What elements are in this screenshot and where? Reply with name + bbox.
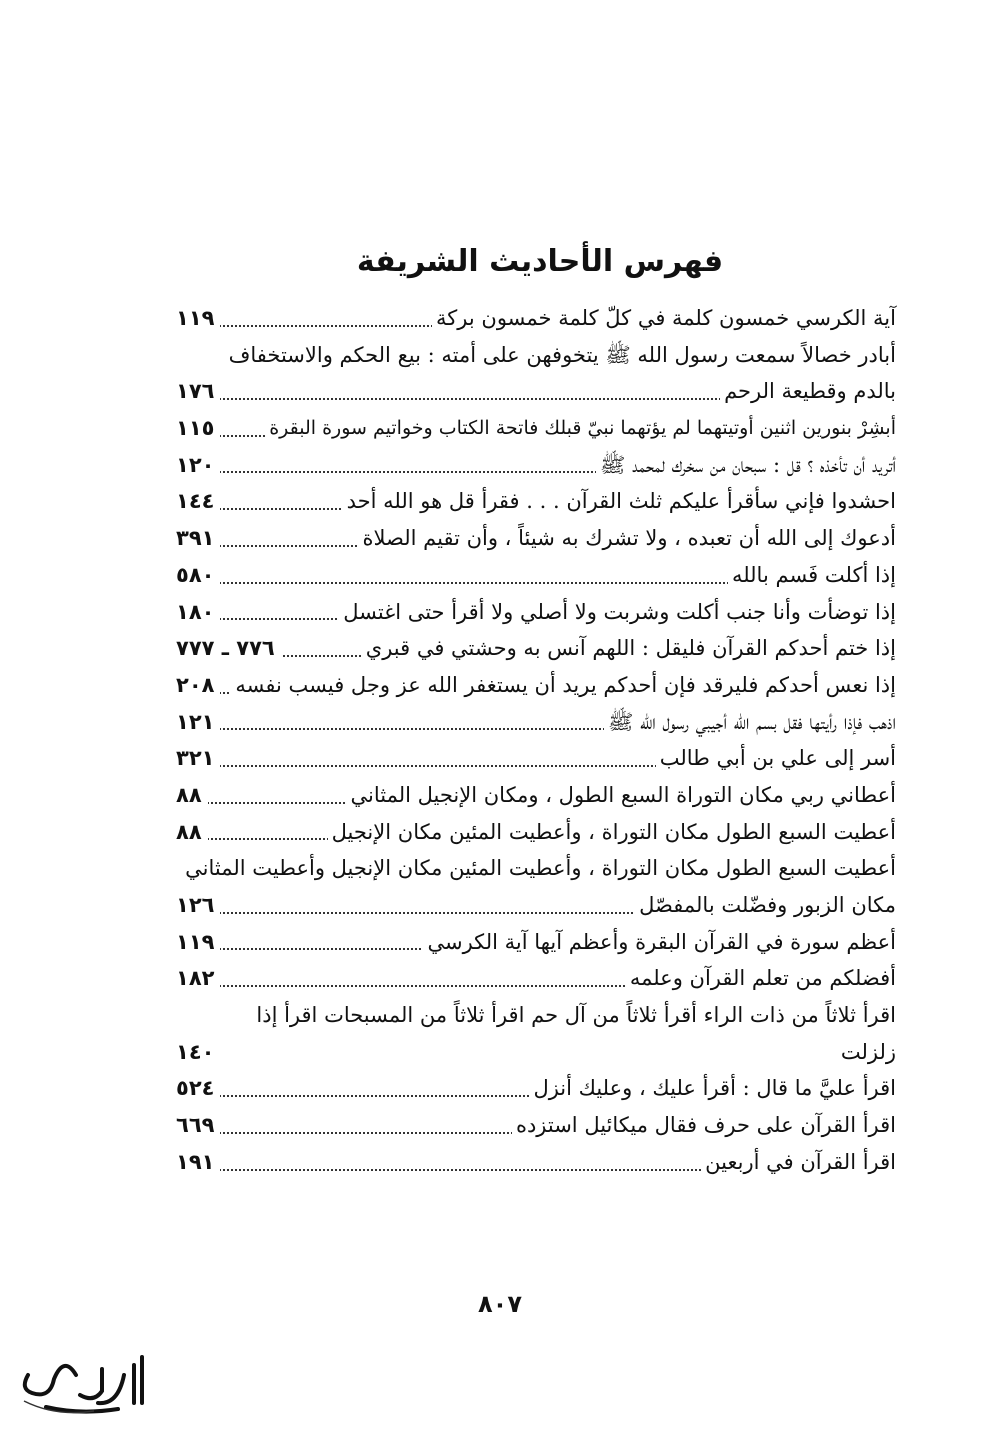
index-entry	[176, 594, 896, 631]
entry-page-number: ٦٦٩	[176, 1107, 220, 1144]
entry-text: أعظم سورة في القرآن البقرة وأعظم آيها آية الكرسي	[423, 924, 896, 961]
entry-text: اقرأ عليَّ ما قال : أقرأ عليك ، وعليك أنزل	[529, 1070, 896, 1107]
entry-page-number: ١٢٦	[176, 887, 220, 924]
entry-text: إذا توضأت وأنا جنب أكلت وشربت ولا أصلي ولا أقرأ حتى اغتسل	[339, 594, 896, 631]
entry-page-number: ١٢١	[176, 704, 220, 741]
entry-text: اقرأ القرآن على حرف فقال ميكائيل استزده	[512, 1107, 896, 1144]
entry-page-number: ١٤٤	[176, 483, 220, 520]
page-number: ٨٠٧	[478, 1290, 522, 1318]
entry-text: أسر إلى علي بن أبي طالب	[656, 740, 896, 777]
entry-page-number: ٣٢١	[176, 740, 220, 777]
index-entry	[176, 373, 896, 410]
index-entry	[176, 520, 896, 557]
entry-page-number: ٢٠٨	[176, 667, 220, 704]
entry-text: مكان الزبور وفضّلت بالمفصّل	[635, 887, 896, 924]
index-entry	[176, 410, 896, 447]
entry-text: أتريد أن تأخذه ؟ قل : سبحان من سخرك لمحمد ﷺ	[596, 447, 896, 484]
entry-text: إذا ختم أحدكم القرآن فليقل : اللهم آنس به وحشتي في قبري	[362, 630, 896, 667]
calligraphy-stamp	[6, 1345, 152, 1421]
index-entry	[176, 337, 896, 374]
index-entry	[176, 777, 896, 814]
index-entry	[176, 483, 896, 520]
entry-text: أبادر خصالاً سمعت رسول الله ﷺ يتخوفهن على أمته : بيع الحكم والاستخفاف	[225, 337, 896, 374]
index-entry	[176, 630, 896, 667]
entry-text: احشدوا فإني سأقرأ عليكم ثلث القرآن . . . فقرأ قل هو الله أحد	[343, 483, 896, 520]
index-entry	[176, 557, 896, 594]
index-entry	[176, 997, 896, 1034]
entry-page-number: ١١٩	[176, 300, 220, 337]
entry-text: أعطاني ربي مكان التوراة السبع الطول ، ومكان الإنجيل المثاني	[346, 777, 896, 814]
entry-page-number: ٥٢٤	[176, 1070, 220, 1107]
index-entry	[176, 447, 896, 484]
entry-text: اقرأ القرآن في أربعين	[701, 1144, 896, 1181]
index-title: فهرس الأحاديث الشريفة	[356, 244, 724, 279]
index-entry	[176, 850, 896, 887]
entry-page-number: ١٨٠	[176, 594, 220, 631]
entry-text: إذا أكلت فَسم بالله	[728, 557, 896, 594]
entry-page-number: ١٧٦	[176, 373, 220, 410]
index-entries	[176, 300, 896, 1181]
entry-page-number: ٥٨٠	[176, 557, 220, 594]
entry-page-number: ١٤٠	[176, 1034, 220, 1071]
index-entry	[176, 814, 896, 851]
entry-text: أعطيت السبع الطول مكان التوراة ، وأعطيت المئين مكان الإنجيل	[328, 814, 896, 851]
entry-text: اقرأ ثلاثاً من ذات الراء أقرأ ثلاثاً من آل حم اقرأ ثلاثاً من المسبحات اقرأ إذا	[252, 997, 896, 1034]
entry-page-number: ١٩١	[176, 1144, 220, 1181]
index-entry	[176, 1070, 896, 1107]
entry-text: آية الكرسي خمسون كلمة في كلّ كلمة خمسون بركة	[432, 300, 896, 337]
entry-page-number: ٨٨	[176, 814, 208, 851]
entry-text: اذهب فإذا رأيتها فقل بسم الله أجيبي رسول الله ﷺ	[604, 704, 896, 741]
index-entry	[176, 924, 896, 961]
entry-text: أدعوك إلى الله أن تعبده ، ولا تشرك به شيئاً ، وأن تقيم الصلاة	[358, 520, 896, 557]
index-entry	[176, 960, 896, 997]
entry-text: إذا نعس أحدكم فليرقد فإن أحدكم يريد أن يستغفر الله عز وجل فيسب نفسه	[231, 667, 896, 704]
entry-text: أعطيت السبع الطول مكان التوراة ، وأعطيت المئين مكان الإنجيل وأعطيت المثاني	[181, 850, 896, 887]
entry-page-number: ٣٩١	[176, 520, 220, 557]
entry-page-number: ٧٧٦ ـ ٧٧٧	[176, 630, 281, 667]
entry-page-number: ١١٩	[176, 924, 220, 961]
entry-page-number: ١٨٢	[176, 960, 220, 997]
index-entry	[176, 300, 896, 337]
entry-text: أفضلكم من تعلم القرآن وعلمه	[626, 960, 896, 997]
entry-text: زلزلت	[837, 1034, 896, 1071]
index-entry	[176, 1107, 896, 1144]
index-entry	[176, 887, 896, 924]
index-entry	[176, 1144, 896, 1181]
index-entry	[176, 740, 896, 777]
entry-text: أبشِرْ بنورين اثنين أوتيتهما لم يؤتهما نبيّ قبلك فاتحة الكتاب وخواتيم سورة البقرة	[265, 410, 896, 447]
entry-page-number: ١١٥	[176, 410, 220, 447]
index-entry	[176, 704, 896, 741]
entry-page-number: ١٢٠	[176, 447, 220, 484]
index-entry	[176, 667, 896, 704]
entry-text: بالدم وقطيعة الرحم	[720, 373, 896, 410]
index-entry	[176, 1034, 896, 1071]
entry-page-number: ٨٨	[176, 777, 208, 814]
